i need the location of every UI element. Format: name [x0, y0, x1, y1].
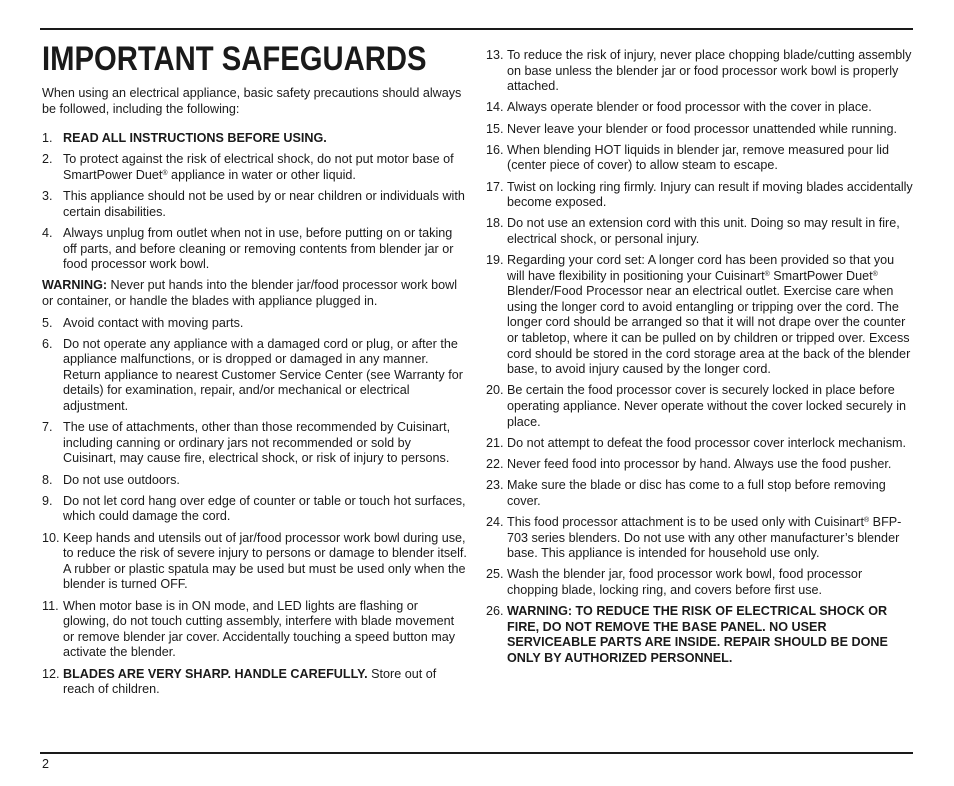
list-item: [42, 420, 467, 467]
item-number: 23.: [486, 478, 504, 493]
item-text-bold: BLADES ARE VERY SHARP. HANDLE CAREFULLY.: [63, 666, 368, 681]
page-title: IMPORTANT SAFEGUARDS: [42, 40, 427, 78]
item-number: 3.: [42, 189, 53, 204]
item-number: 15.: [486, 121, 504, 136]
item-number: 13.: [486, 48, 504, 62]
list-item: [486, 515, 914, 562]
item-number: 10.: [42, 530, 60, 545]
item-number: 20.: [486, 383, 504, 398]
item-number: 11.: [42, 598, 59, 613]
warning-text: Never put hands into the blender jar/food processor work bowl or container, or handle the blades with appliance plugged in.: [42, 278, 458, 308]
list-item: [486, 253, 914, 378]
list-item: [42, 473, 467, 489]
left-column: [42, 86, 467, 703]
list-item: [486, 143, 914, 174]
item-text: The use of attachments, other than those recommended by Cuisinart, including canning or ordinary jars not recommended or sold by Cuisinart, may cause fire, electrical shock, or risk of injury to persons.: [63, 420, 451, 466]
list-item: [42, 152, 467, 183]
list-item: [42, 226, 467, 273]
intro-paragraph: When using an electrical appliance, basic safety precautions should always be followed, including the following:: [42, 86, 462, 116]
item-text: To reduce the risk of injury, never place chopping blade/cutting assembly on base unless the blender jar or food processor work bowl is properly attached.: [507, 48, 912, 94]
item-text: Do not let cord hang over edge of counter or table or touch hot surfaces, which could damage the cord.: [63, 493, 466, 524]
list-item: [42, 189, 467, 220]
warning-paragraph: [42, 278, 467, 309]
item-text-part: SmartPower Duet: [769, 268, 873, 283]
warning-label: WARNING:: [42, 278, 108, 293]
item-text: WARNING: TO REDUCE THE RISK OF ELECTRICAL SHOCK OR FIRE, DO NOT REMOVE THE BASE PANEL. NO USER SERVICEABLE PARTS ARE INSIDE. REPAIR SHOULD BE DONE ONLY BY AUTHORIZED PERSONNEL.: [507, 604, 888, 665]
item-number: 7.: [42, 420, 53, 435]
item-text: Avoid contact with moving parts.: [63, 315, 244, 330]
item-text: Do not operate any appliance with a damaged cord or plug, or after the appliance malfunctions, or is dropped or damaged in any manner. Return appliance to nearest Customer Service Center (see Warranty for details) for examination, repair, and/or mechanical or electrical adjustment.: [63, 336, 463, 414]
item-text: Make sure the blade or disc has come to a full stop before removing cover.: [507, 478, 886, 508]
item-text-part: Store out of reach of children.: [63, 666, 437, 697]
item-text: [507, 253, 914, 378]
item-text-part: Blender/Food Processor near an electrical outlet. Exercise care when using the longer cord to avoid entangling or tripping over the cord. The longer cord should be arranged so that it will not drape over the counter or tabletop, where it can be pulled on by children or tripped over. Excess cord should be stored in the cord storage area at the back of the blender base, to avoid injury caused by the longer cord.: [507, 284, 911, 377]
registered-mark: ®: [764, 270, 770, 278]
list-item: [486, 436, 914, 452]
item-number: 17.: [486, 179, 504, 194]
item-number: 25.: [486, 567, 504, 582]
registered-mark: ®: [864, 516, 870, 524]
list-item: [42, 131, 467, 147]
list-item: [42, 337, 467, 415]
item-text: Wash the blender jar, food processor work bowl, food processor chopping blade, locking ring, and covers before first use.: [507, 567, 863, 597]
item-text: Never leave your blender or food processor unattended while running.: [507, 121, 897, 136]
list-item: [486, 457, 914, 473]
item-number: 19.: [486, 253, 504, 268]
item-text: Do not attempt to defeat the food processor cover interlock mechanism.: [507, 435, 907, 450]
list-item: [486, 567, 914, 598]
item-text: [63, 152, 467, 183]
registered-mark: ®: [872, 270, 878, 278]
item-text: This appliance should not be used by or near children or individuals with certain disabilities.: [63, 189, 465, 219]
item-text: Be certain the food processor cover is securely locked in place before operating appliance. Never operate without the cover locked securely in place.: [507, 383, 907, 429]
registered-mark: ®: [162, 169, 168, 177]
item-text: Always operate blender or food processor with the cover in place.: [507, 100, 872, 115]
item-number: 1.: [42, 131, 53, 146]
list-item: [486, 100, 914, 116]
item-text-part: Regarding your cord set: A longer cord has been provided so that you will have flexibility in positioning your Cuisinart: [507, 253, 895, 283]
list-item: [42, 531, 467, 593]
item-text: READ ALL INSTRUCTIONS BEFORE USING.: [63, 131, 327, 146]
list-item: [486, 122, 914, 138]
item-number: 5.: [42, 315, 53, 330]
item-number: 4.: [42, 225, 53, 240]
item-text: Never feed food into processor by hand. Always use the food pusher.: [507, 457, 892, 471]
item-number: 14.: [486, 100, 504, 115]
list-item: [486, 48, 914, 95]
item-text: Twist on locking ring firmly. Injury can result if moving blades accidentally become exposed.: [507, 179, 913, 210]
item-text-part: This food processor attachment is to be used only with Cuisinart: [507, 514, 864, 529]
item-text-part: appliance in water or other liquid.: [167, 167, 356, 182]
list-item: [42, 599, 467, 661]
item-number: 9.: [42, 493, 53, 508]
item-text: [63, 667, 467, 698]
page-number: 2: [42, 757, 50, 771]
list-item: [486, 383, 914, 430]
list-item: [486, 478, 914, 509]
list-item: [486, 180, 914, 211]
top-rule: [40, 28, 913, 30]
item-number: 24.: [486, 514, 504, 529]
list-item: [486, 216, 914, 247]
item-text: Always unplug from outlet when not in use, before putting on or taking off parts, and before cleaning or removing contents from blender jar or food processor work bowl.: [63, 225, 454, 272]
right-column: [486, 48, 914, 672]
item-number: 22.: [486, 457, 504, 471]
list-item: [42, 316, 467, 332]
list-item: [42, 494, 467, 525]
item-text: When blending HOT liquids in blender jar, remove measured pour lid (center piece of cover) to allow steam to escape.: [507, 142, 889, 173]
item-number: 6.: [42, 336, 53, 351]
list-item: [486, 604, 914, 666]
item-text-part: To protect against the risk of electrical shock, do not put motor base of SmartPower Duet: [63, 152, 454, 182]
item-text: When motor base is in ON mode, and LED lights are flashing or glowing, do not touch cutting assembly, interfere with blade movement or remove blender jar cover. Accidentally touching a speed button may activate the blender.: [63, 598, 456, 660]
item-text: Do not use an extension cord with this unit. Doing so may result in fire, electrical shock, or personal injury.: [507, 216, 900, 246]
item-text-part: BFP-703 series blenders. Do not use with any other manufacturer’s blender base. This appliance is intended for household use only.: [507, 514, 902, 561]
item-number: 26.: [486, 604, 504, 619]
item-number: 2.: [42, 152, 53, 167]
item-text: Keep hands and utensils out of jar/food processor work bowl during use, to reduce the risk of severe injury to persons or damage to blender itself. A rubber or plastic spatula may be used but must be used only when the blender is turned OFF.: [63, 530, 467, 592]
bottom-rule: [40, 752, 913, 754]
item-number: 8.: [42, 472, 53, 487]
item-number: 12.: [42, 666, 60, 681]
item-number: 21.: [486, 435, 504, 450]
item-number: 16.: [486, 142, 504, 157]
item-number: 18.: [486, 216, 504, 231]
list-item: [42, 667, 467, 698]
item-text: [507, 515, 914, 562]
item-text: Do not use outdoors.: [63, 472, 180, 487]
